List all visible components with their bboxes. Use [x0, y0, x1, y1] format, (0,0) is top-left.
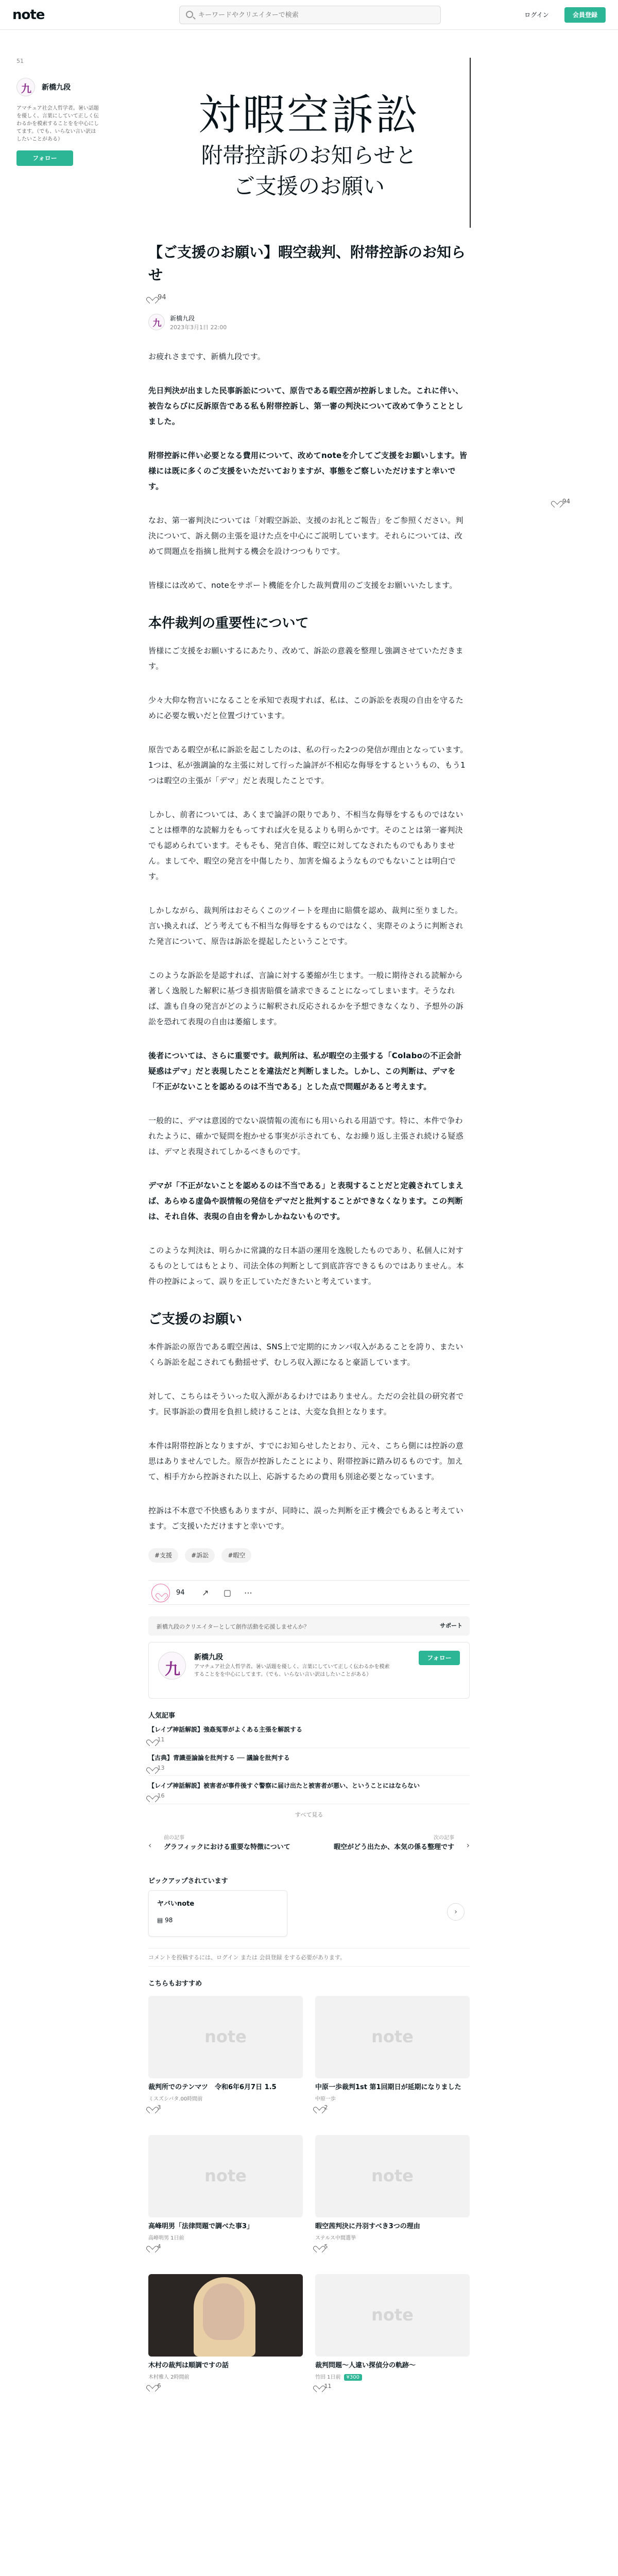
card-likes: 6	[148, 2382, 303, 2389]
paragraph: 対して、こちらはそういった収入源があるわけではありません。ただの会社員の研究者です。民事訴訟の費用を負担し続けることは、大変な負担となります。	[148, 1392, 464, 1416]
card-author: 木村雅人 2時間前	[148, 2374, 190, 2380]
creator-name[interactable]: 新橋九段	[42, 83, 71, 92]
card-title: 暇空茜判決に丹羽すべき3つの理由	[315, 2222, 420, 2230]
card-title: 高峰明男「法律問題で調べた事3」	[148, 2222, 254, 2230]
creator-bio: アマチュア社会人哲学者。暑い話題を優しく、言葉にしていて正しく伝わるかを模索することをを中心にしてます。（でも、いらない言い訳はしたいことがある）	[16, 106, 99, 142]
heart-icon	[148, 1793, 156, 1800]
next-title: 暇空がどう出たか、本気の係る整理です	[333, 1843, 454, 1851]
paragraph: 控訴は不本意で不快感もありますが、同時に、誤った判断を正す機会でもあると考えています。ご支援いただけますと幸いです。	[148, 1506, 464, 1531]
card-title: 中原一歩裁判1st 第1回期日が延期になりました	[315, 2083, 461, 2091]
heart-icon	[158, 1590, 165, 1597]
thumbnail: note	[315, 2135, 470, 2217]
card-title: 裁判所でのテンマツ 令和6年6月7日 1.5	[148, 2083, 277, 2091]
popular-likes: 13	[148, 1765, 470, 1772]
card-likes: 2	[315, 2104, 470, 2111]
share-icon[interactable]: ↗	[202, 1588, 209, 1598]
category-number: 51	[16, 58, 24, 64]
comment-prompt: コメントを投稿するには、ログイン または 会員登録 をする必要があります。	[148, 1948, 470, 1967]
article-title: 【ご支援のお願い】暇空裁判、附帯控訴のお知らせ	[148, 244, 466, 283]
paragraph: 皆様には改めて、noteをサポート機能を介した裁判費用のご支援をお願いいたします。	[148, 581, 457, 590]
pickup-section	[148, 1875, 470, 1937]
hero-subtitle-line1: 附帯控訴のお知らせと	[201, 143, 417, 168]
paragraph: このような訴訟を是認すれば、言論に対する萎縮が生じます。一般に期待される読解から著しく逸脱した解釈に基づき損害賠償を請求できることになってしまいます。そうなれば、誰も自身の発言がどのように解釈され反応されるかを予想できなくなり、予想外の訴訟を恐れて表現の自由は萎縮します。	[148, 971, 464, 1026]
avatar-char: 九	[152, 318, 162, 329]
article-body	[148, 349, 470, 1534]
list-item[interactable]	[148, 1720, 470, 1748]
hero-title: 対暇空訴訟	[198, 91, 420, 140]
paragraph: 一般的に、デマは意図的でない誤情報の流布にも用いられる用語です。特に、本件で争われたように、確かで疑問を抱かせる事実が示されても、なお繰り返し主張され続ける疑惑は、デマと表現されてしかるべきものです。	[148, 1116, 464, 1156]
paragraph: しかし、前者については、あくまで論評の限りであり、不相当な侮辱をするものではないことは標準的な読解力をもってすれば火を見るよりも明らかです。そのことは第一審判決でも認められています。そもそも、発言自体、暇空に対してなされたものでもありません。ましてや、暇空の発言を中傷したり、加害を煽るようなものでもないことは明白です。	[148, 810, 464, 881]
popular-title[interactable]: 【レイプ神話解説】強姦冤罪がよくある主張を解説する	[148, 1726, 303, 1733]
prev-label: 前の記事	[164, 1835, 184, 1841]
paragraph: デマが「不正がないことを認めるのは不当である」と表現することだと定義されてしまえば、あらゆる虚偽や誤情報の発信をデマだと批判することができなくなります。この判断は、それ自体、表現の自由を脅かしかねないものです。	[148, 1181, 464, 1221]
list-item[interactable]	[148, 1776, 470, 1804]
profile-card	[148, 1642, 470, 1699]
floating-like[interactable]	[553, 498, 570, 505]
avatar[interactable]	[158, 1652, 186, 1680]
avatar-char: 九	[165, 1660, 180, 1679]
paragraph: しかしながら、裁判所はおそらくこのツイートを理由に賠償を認め、裁判に至りました。言い換えれば、どう考えても不相当な侮辱をするものではなく、実際そのように判断された発言について、原告は訴訟を提起したということです。	[148, 906, 464, 946]
card-likes: 11	[315, 2383, 470, 2390]
heart-icon	[315, 2383, 322, 2389]
profile-name[interactable]: 新橋九段	[194, 1653, 223, 1662]
login-button[interactable]: ログイン	[524, 11, 549, 19]
paragraph: お疲れさまです、新橋九段です。	[148, 352, 266, 361]
hero-image	[148, 58, 470, 228]
pickup-count: ▤ 98	[157, 1916, 173, 1924]
card-author: 中原一歩	[315, 2096, 336, 2102]
recommend-card[interactable]	[315, 2274, 470, 2390]
heart-icon	[148, 2382, 156, 2389]
paragraph: このような判決は、明らかに常識的な日本語の運用を逸脱したものであり、私個人に対するものとしてはもとより、司法全体の判断として到底許容できるものではありません。本件の控訴によって、誤りを正していただきたいと考えています。	[148, 1246, 464, 1286]
paragraph: 皆様にご支援をお願いするにあたり、改めて、訴訟の意義を整理し強調させていただきます。	[148, 646, 464, 671]
support-button[interactable]: サポート	[440, 1622, 462, 1629]
avatar-char: 九	[21, 82, 31, 95]
heart-icon	[148, 1737, 156, 1743]
card-likes: 5	[315, 2243, 470, 2250]
thumbnail-photo	[148, 2274, 303, 2357]
paragraph: なお、第一審判決については「対暇空訴訟、支援のお礼とご報告」をご参照ください。判決について、訴え側の主張を退けた点を中心にご説明しています。それらについては、改めて問題点を指摘し批判する機会を設けつつもりです。	[148, 516, 464, 556]
heart-icon[interactable]	[148, 294, 156, 301]
support-banner	[148, 1616, 470, 1636]
recommend-card[interactable]	[148, 2274, 303, 2389]
recommend-card[interactable]	[315, 2135, 470, 2250]
paragraph: 少々大仰な物言いになることを承知で表現すれば、私は、この訴訟を表現の自由を守るために必要な戦いだと位置づけています。	[148, 696, 464, 720]
paragraph: 本件訴訟の原告である暇空茜は、SNS上で定期的にカンパ収入があることを誇り、またいくら訴訟を起こされても動揺せず、むしろ収入源になると豪語しています。	[148, 1342, 464, 1367]
recommend-card[interactable]	[148, 1996, 303, 2111]
see-all-link[interactable]: すべて見る	[295, 1811, 323, 1818]
search-icon	[186, 11, 193, 18]
thumbnail: note	[315, 2274, 470, 2357]
next-article-link[interactable]	[315, 1829, 470, 1863]
global-header	[0, 0, 618, 30]
pickup-card[interactable]	[148, 1890, 287, 1937]
author-avatar[interactable]	[148, 314, 165, 330]
support-text: 新橋九段のクリエイターとして創作活動を応援しませんか？	[157, 1623, 310, 1630]
author-name[interactable]: 新橋九段	[170, 315, 195, 322]
pickup-heading: ピックアップされています	[148, 1877, 228, 1885]
card-author: 高峰明男 1日前	[148, 2235, 184, 2241]
heart-icon	[315, 2243, 322, 2250]
signup-button[interactable]: 会員登録	[564, 7, 606, 23]
tag[interactable]: #支援	[148, 1548, 178, 1563]
paragraph: 原告である暇空が私に訴訟を起こしたのは、私の行った2つの発信が理由となっています。1つは、私が強調論的な主張に対して行った論評が不相応な侮辱をするというもの、もう1つは暇空の主張が「デマ」だと表現したことです。	[148, 745, 468, 785]
card-likes: 4	[148, 2243, 303, 2250]
pickup-title: ヤバいnote	[157, 1900, 195, 1908]
carousel-next-button[interactable]: ›	[447, 1903, 465, 1921]
hero-subtitle	[148, 140, 470, 202]
popular-likes: 16	[148, 1792, 470, 1800]
like-button[interactable]	[151, 1584, 170, 1602]
more-icon[interactable]: ⋯	[244, 1588, 252, 1598]
avatar[interactable]	[16, 78, 35, 96]
prev-next-nav	[148, 1829, 470, 1863]
next-label: 次の記事	[434, 1835, 454, 1841]
chevron-left-icon: ‹	[148, 1840, 152, 1850]
follow-button[interactable]: フォロー	[16, 150, 73, 166]
section-heading-importance: 本件裁判の重要性について	[148, 616, 309, 631]
note-logo[interactable]: note	[12, 7, 45, 23]
popular-heading: 人気記事	[148, 1712, 176, 1720]
recommend-heading: こちらもおすすめ	[148, 1979, 202, 1988]
prev-article-link[interactable]	[148, 1829, 303, 1863]
heart-icon	[315, 2104, 322, 2111]
like-count: 94	[158, 294, 166, 301]
follow-button[interactable]: フォロー	[419, 1651, 460, 1665]
creator-sidebar	[16, 58, 99, 166]
heart-icon	[148, 1765, 156, 1771]
hero-divider	[470, 58, 471, 228]
price-badge: ¥300	[344, 2374, 362, 2381]
card-title: 裁判問題〜人違い探偵分の軌跡〜	[315, 2361, 416, 2369]
thumbnail: note	[148, 1996, 303, 2078]
search-input[interactable]	[197, 6, 434, 24]
action-bar	[148, 1580, 470, 1605]
recommend-card[interactable]	[148, 2135, 303, 2250]
recommend-card[interactable]	[315, 1996, 470, 2111]
card-author: 竹田 1日前 ¥300	[315, 2372, 470, 2381]
heart-icon	[148, 2104, 156, 2111]
hero-subtitle-line2: ご支援のお願い	[233, 174, 385, 199]
article	[148, 241, 470, 2408]
chevron-right-icon: ›	[466, 1840, 470, 1850]
like-count: 94	[562, 498, 571, 505]
card-title: 木村の裁判は順調ですの話	[148, 2361, 229, 2369]
thumbnail: note	[315, 1996, 470, 2078]
tag-list	[148, 1548, 470, 1563]
search-box[interactable]	[179, 6, 441, 24]
like-summary	[148, 294, 470, 301]
tag[interactable]: #訴訟	[185, 1548, 215, 1563]
paragraph: 後者については、さらに重要です。裁判所は、私が暇空の主張する「Colaboの不正会計疑惑はデマ」だと表現したことを違法だと判断しました。しかし、この判断は、デマを「不正がないことを認めるのは不当である」とした点で問題があると考えます。	[148, 1051, 462, 1091]
popular-title[interactable]: 【古典】青識亜論論を批判する ── 議論を批判する	[148, 1754, 290, 1761]
author-row	[148, 312, 470, 334]
card-author: ステルス中間選挙	[315, 2235, 356, 2241]
list-item[interactable]	[148, 1748, 470, 1776]
card-author: ミスズシバタ.00時間前	[148, 2096, 203, 2102]
comment-icon[interactable]: ▢	[224, 1588, 232, 1598]
paragraph: 附帯控訴に伴い必要となる費用について、改めてnoteを介してご支援をお願いします。皆様には既に多くのご支援をいただいておりますが、事態をご察しいただけますと幸いです。	[148, 451, 468, 491]
heart-icon	[148, 2243, 156, 2250]
thumbnail: note	[148, 2135, 303, 2217]
heart-icon	[553, 498, 560, 505]
like-count: 94	[176, 1589, 185, 1597]
popular-likes: 11	[148, 1736, 470, 1743]
prev-title: グラフィックにおける重要な特徴について	[164, 1843, 290, 1851]
paragraph: 先日判決が出ました民事訴訟について、原告である暇空茜が控訴しました。これに伴い、被告ならびに反訴原告である私も附帯控訴し、第一審の判決について改めて争うこととしました。	[148, 386, 464, 426]
card-likes: 3	[148, 2104, 303, 2111]
popular-title[interactable]: 【レイプ神話解説】被害者が事件後すぐ警察に届け出たと被害者が悪い、ということにはならない	[148, 1782, 420, 1789]
recommend-grid	[148, 1996, 470, 2408]
publish-date: 2023年3月1日 22:00	[170, 324, 227, 331]
paragraph: 本件は附帯控訴となりますが、すでにお知らせしたとおり、元々、こちら側には控訴の意思はありませんでした。原告が控訴したことにより、附帯控訴に踏み切るものです。加えて、相手方から控訴された以上、応訴するための費用も別途必要となっています。	[148, 1441, 464, 1481]
tag[interactable]: #暇空	[221, 1548, 251, 1563]
profile-bio: アマチュア社会人哲学者。暑い話題を優しく、言葉にしていて正しく伝わるかを模索することをを中心にしてます。（でも、いらない言い訳はしたいことがある）	[194, 1664, 390, 1677]
section-heading-request: ご支援のお願い	[148, 1312, 243, 1327]
popular-list	[148, 1720, 470, 1804]
